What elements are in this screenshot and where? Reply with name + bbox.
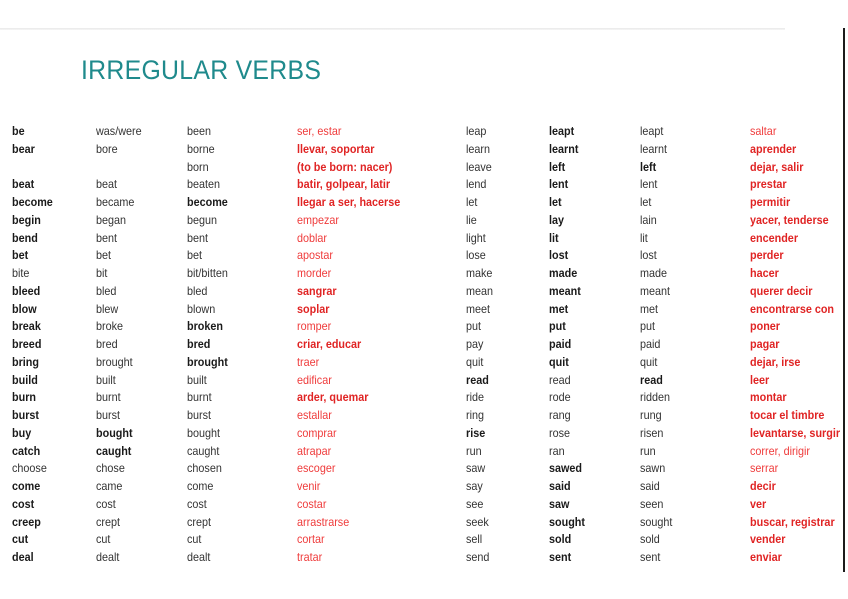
left-infinitive-cell: come <box>12 479 41 493</box>
right-past-participle-cell: learnt <box>640 141 668 156</box>
left-infinitive-cell: buy <box>12 425 32 440</box>
right-past-simple-cell: lent <box>549 177 569 192</box>
left-past-simple-cell: broke <box>96 319 124 334</box>
right-past-simple-cell: ran <box>549 443 565 458</box>
right-past-participle-cell: sold <box>640 532 660 547</box>
right-infinitive-cell: run <box>466 443 482 458</box>
right-past-simple-cell: sought <box>549 514 585 529</box>
left-infinitive-cell: bet <box>12 248 29 263</box>
left-infinitive-cell: bear <box>12 141 35 156</box>
left-past-simple-cell: bred <box>96 337 118 351</box>
left-infinitive-cell: blow <box>12 301 37 316</box>
right-infinitive-cell: send <box>466 550 490 564</box>
right-past-simple-cell: sawed <box>549 461 583 476</box>
left-spanish-cell: traer <box>297 354 320 369</box>
right-infinitive-cell: lend <box>466 177 487 192</box>
right-past-participle-cell: sought <box>640 514 673 529</box>
left-past-simple-cell: burnt <box>96 390 121 405</box>
left-past-participle-cell: crept <box>187 514 212 529</box>
left-spanish-cell: estallar <box>297 408 332 422</box>
left-infinitive-cell: become <box>12 195 53 209</box>
right-infinitive-cell: ride <box>466 390 485 405</box>
left-spanish-cell: criar, educar <box>297 337 362 351</box>
left-past-participle-cell: cut <box>187 532 202 547</box>
right-infinitive-cell: leave <box>466 159 492 174</box>
right-past-simple-cell: paid <box>549 337 572 351</box>
right-spanish-cell: montar <box>750 390 787 405</box>
table-row <box>0 407 843 424</box>
left-past-participle-cell: burst <box>187 408 212 422</box>
right-past-simple-cell: quit <box>549 354 569 369</box>
right-past-participle-cell: lain <box>640 212 657 227</box>
left-spanish-cell: llevar, soportar <box>297 141 375 156</box>
table-row <box>0 354 843 371</box>
right-infinitive-cell: lose <box>466 248 486 263</box>
table-row <box>0 141 843 158</box>
left-spanish-cell: tratar <box>297 550 323 564</box>
left-past-simple-cell: crept <box>96 514 121 529</box>
left-past-participle-cell: borne <box>187 141 215 156</box>
left-spanish-cell: ser, estar <box>297 124 342 138</box>
table-row <box>0 318 843 335</box>
left-infinitive-cell: creep <box>12 514 41 529</box>
left-infinitive-cell: deal <box>12 550 34 564</box>
left-past-participle-cell: cost <box>187 496 207 511</box>
right-past-participle-cell: ridden <box>640 390 671 405</box>
left-spanish-cell: arder, quemar <box>297 390 369 405</box>
left-past-participle-cell: bred <box>187 337 211 351</box>
right-past-participle-cell: lit <box>640 230 648 245</box>
right-past-participle-cell: sawn <box>640 461 666 476</box>
right-past-participle-cell: meant <box>640 283 671 298</box>
right-infinitive-cell: let <box>466 195 478 209</box>
right-infinitive-cell: rise <box>466 425 486 440</box>
left-spanish-cell: llegar a ser, hacerse <box>297 195 401 209</box>
table-row <box>0 549 843 566</box>
table-row <box>0 283 843 300</box>
left-infinitive-cell: bring <box>12 354 39 369</box>
left-infinitive-cell: build <box>12 372 38 387</box>
table-row <box>0 460 843 477</box>
left-past-simple-cell: bit <box>96 266 108 280</box>
left-past-simple-cell: beat <box>96 177 118 192</box>
right-past-simple-cell: made <box>549 266 578 280</box>
table-row <box>0 194 843 211</box>
left-past-simple-cell: bent <box>96 230 118 245</box>
table-row <box>0 301 843 318</box>
right-spanish-cell: levantarse, surgir <box>750 425 841 440</box>
top-divider <box>0 28 785 30</box>
left-past-simple-cell: brought <box>96 354 133 369</box>
left-infinitive-cell: bleed <box>12 283 41 298</box>
table-row <box>0 336 843 353</box>
left-past-simple-cell: caught <box>96 443 132 458</box>
right-past-participle-cell: risen <box>640 425 664 440</box>
left-spanish-cell: sangrar <box>297 283 337 298</box>
left-spanish-cell: escoger <box>297 461 336 476</box>
left-infinitive-cell: beat <box>12 177 35 192</box>
table-row <box>0 372 843 389</box>
right-past-simple-cell: sent <box>549 550 572 564</box>
right-spanish-cell: pagar <box>750 337 780 351</box>
left-past-participle-cell: burnt <box>187 390 212 405</box>
page-title: IRREGULAR VERBS <box>81 55 322 85</box>
left-spanish-cell: costar <box>297 496 327 511</box>
right-spanish-cell: hacer <box>750 266 779 280</box>
right-past-simple-cell: put <box>549 319 566 334</box>
right-infinitive-cell: mean <box>466 283 494 298</box>
right-spanish-cell: leer <box>750 372 770 387</box>
left-past-participle-cell: blown <box>187 301 216 316</box>
left-past-simple-cell: bought <box>96 425 133 440</box>
table-row <box>0 265 843 282</box>
left-past-simple-cell: cut <box>96 532 111 547</box>
right-infinitive-cell: learn <box>466 141 491 156</box>
right-infinitive-cell: ring <box>466 408 485 422</box>
right-spanish-cell: correr, dirigir <box>750 443 811 458</box>
right-past-participle-cell: met <box>640 301 659 316</box>
left-past-participle-cell: brought <box>187 354 228 369</box>
right-past-participle-cell: read <box>640 372 663 387</box>
left-infinitive-cell: burn <box>12 390 37 405</box>
table-row <box>0 176 843 193</box>
left-past-simple-cell: bore <box>96 141 118 156</box>
right-past-participle-cell: said <box>640 479 660 493</box>
right-past-participle-cell: lost <box>640 248 657 263</box>
right-past-participle-cell: rung <box>640 408 662 422</box>
table-row <box>0 212 843 229</box>
left-spanish-cell: comprar <box>297 425 337 440</box>
right-infinitive-cell: see <box>466 496 484 511</box>
left-spanish-cell: arrastrarse <box>297 514 350 529</box>
right-spanish-cell: yacer, tenderse <box>750 212 829 227</box>
right-spanish-cell: ver <box>750 496 767 511</box>
left-past-participle-cell: caught <box>187 443 220 458</box>
table-row <box>0 230 843 247</box>
right-past-participle-cell: leapt <box>640 124 664 138</box>
right-spanish-cell: decir <box>750 479 776 493</box>
left-infinitive-cell: be <box>12 124 25 138</box>
left-past-simple-cell: burst <box>96 408 121 422</box>
right-infinitive-cell: make <box>466 266 493 280</box>
right-spanish-cell: encender <box>750 230 799 245</box>
right-past-simple-cell: read <box>549 372 571 387</box>
left-infinitive-cell: bite <box>12 266 30 280</box>
left-infinitive-cell: cut <box>12 532 29 547</box>
left-infinitive-cell: begin <box>12 212 41 227</box>
left-spanish-cell: cortar <box>297 532 325 547</box>
right-infinitive-cell: pay <box>466 337 484 351</box>
right-past-simple-cell: saw <box>549 496 570 511</box>
left-spanish-cell: romper <box>297 319 332 334</box>
table-row <box>0 496 843 513</box>
right-spanish-cell: encontrarse con <box>750 301 835 316</box>
right-past-simple-cell: meant <box>549 283 581 298</box>
right-infinitive-cell: leap <box>466 124 487 138</box>
left-past-participle-cell: broken <box>187 319 224 334</box>
left-past-simple-cell: blew <box>96 301 119 316</box>
right-past-simple-cell: rose <box>549 425 571 440</box>
right-spanish-cell: serrar <box>750 461 779 476</box>
left-infinitive-cell: choose <box>12 461 47 476</box>
right-past-simple-cell: learnt <box>549 141 579 156</box>
left-spanish-cell: venir <box>297 479 321 493</box>
right-spanish-cell: dejar, salir <box>750 159 804 174</box>
left-past-participle-cell: beaten <box>187 177 221 192</box>
right-past-simple-cell: left <box>549 159 566 174</box>
right-past-simple-cell: rang <box>549 408 571 422</box>
right-past-simple-cell: sold <box>549 532 572 547</box>
left-infinitive-cell: cost <box>12 496 35 511</box>
left-past-participle-cell: bought <box>187 425 221 440</box>
right-spanish-cell: permitir <box>750 195 791 209</box>
right-spanish-cell: perder <box>750 248 784 263</box>
left-infinitive-cell: burst <box>12 408 39 422</box>
right-past-simple-cell: leapt <box>549 124 575 138</box>
left-past-participle-cell: come <box>187 479 214 493</box>
left-past-participle-cell: begun <box>187 212 218 227</box>
right-spanish-cell: vender <box>750 532 786 547</box>
left-past-participle-cell: dealt <box>187 550 211 564</box>
right-past-participle-cell: let <box>640 195 652 209</box>
right-spanish-cell: tocar el timbre <box>750 408 825 422</box>
right-past-participle-cell: lent <box>640 177 658 192</box>
table-row <box>0 247 843 264</box>
right-infinitive-cell: put <box>466 319 482 334</box>
left-past-simple-cell: built <box>96 372 116 387</box>
left-infinitive-cell: bend <box>12 230 38 245</box>
left-past-participle-cell: bled <box>187 283 208 298</box>
right-past-simple-cell: let <box>549 195 562 209</box>
left-past-simple-cell: dealt <box>96 550 120 564</box>
left-spanish-cell: edificar <box>297 372 332 387</box>
right-past-participle-cell: seen <box>640 496 664 511</box>
left-past-participle-cell: chosen <box>187 461 222 476</box>
left-spanish-cell: (to be born: nacer) <box>297 159 393 174</box>
left-infinitive-cell: break <box>12 319 41 334</box>
right-past-participle-cell: made <box>640 266 668 280</box>
right-infinitive-cell: light <box>466 230 486 245</box>
right-past-participle-cell: left <box>640 159 657 174</box>
table-row <box>0 159 843 176</box>
right-spanish-cell: prestar <box>750 177 787 192</box>
left-past-simple-cell: bet <box>96 248 112 263</box>
left-past-simple-cell: chose <box>96 461 125 476</box>
right-spanish-cell: poner <box>750 319 781 334</box>
right-past-simple-cell: rode <box>549 390 571 405</box>
left-past-simple-cell: was/were <box>96 124 142 138</box>
left-past-simple-cell: began <box>96 212 127 227</box>
left-spanish-cell: empezar <box>297 212 340 227</box>
left-past-simple-cell: bled <box>96 283 117 298</box>
right-infinitive-cell: quit <box>466 354 484 369</box>
right-past-simple-cell: lay <box>549 212 565 227</box>
left-spanish-cell: atrapar <box>297 443 332 458</box>
right-spanish-cell: dejar, irse <box>750 354 801 369</box>
right-past-participle-cell: paid <box>640 337 661 351</box>
right-past-simple-cell: lost <box>549 248 569 263</box>
left-past-simple-cell: cost <box>96 496 116 511</box>
table-row <box>0 514 843 531</box>
left-spanish-cell: soplar <box>297 301 330 316</box>
left-past-participle-cell: become <box>187 195 228 209</box>
right-past-simple-cell: lit <box>549 230 559 245</box>
left-past-participle-cell: bet <box>187 248 203 263</box>
left-infinitive-cell: catch <box>12 443 41 458</box>
right-border <box>843 28 845 572</box>
right-spanish-cell: aprender <box>750 141 797 156</box>
table-row <box>0 389 843 406</box>
right-spanish-cell: saltar <box>750 124 777 138</box>
left-past-participle-cell: bent <box>187 230 209 245</box>
left-spanish-cell: apostar <box>297 248 334 263</box>
right-infinitive-cell: lie <box>466 212 477 227</box>
right-spanish-cell: enviar <box>750 550 782 564</box>
right-past-participle-cell: quit <box>640 354 658 369</box>
right-infinitive-cell: meet <box>466 301 491 316</box>
right-past-participle-cell: put <box>640 319 656 334</box>
right-infinitive-cell: seek <box>466 514 489 529</box>
left-spanish-cell: morder <box>297 266 332 280</box>
left-past-simple-cell: came <box>96 479 123 493</box>
left-past-participle-cell: born <box>187 159 209 174</box>
table-row <box>0 443 843 460</box>
right-spanish-cell: querer decir <box>750 283 813 298</box>
right-infinitive-cell: read <box>466 372 489 387</box>
right-infinitive-cell: say <box>466 479 483 493</box>
right-infinitive-cell: sell <box>466 532 483 547</box>
table-row <box>0 123 843 140</box>
left-spanish-cell: batir, golpear, latir <box>297 177 391 192</box>
right-past-participle-cell: sent <box>640 550 661 564</box>
right-past-participle-cell: run <box>640 443 656 458</box>
table-row <box>0 425 843 442</box>
table-row <box>0 478 843 495</box>
right-spanish-cell: buscar, registrar <box>750 514 835 529</box>
left-past-simple-cell: became <box>96 195 135 209</box>
left-past-participle-cell: bit/bitten <box>187 266 228 280</box>
right-past-simple-cell: met <box>549 301 569 316</box>
left-past-participle-cell: been <box>187 124 212 138</box>
left-infinitive-cell: breed <box>12 337 42 351</box>
right-infinitive-cell: saw <box>466 461 486 476</box>
right-past-simple-cell: said <box>549 479 571 493</box>
table-row <box>0 531 843 548</box>
left-spanish-cell: doblar <box>297 230 328 245</box>
left-past-participle-cell: built <box>187 372 207 387</box>
